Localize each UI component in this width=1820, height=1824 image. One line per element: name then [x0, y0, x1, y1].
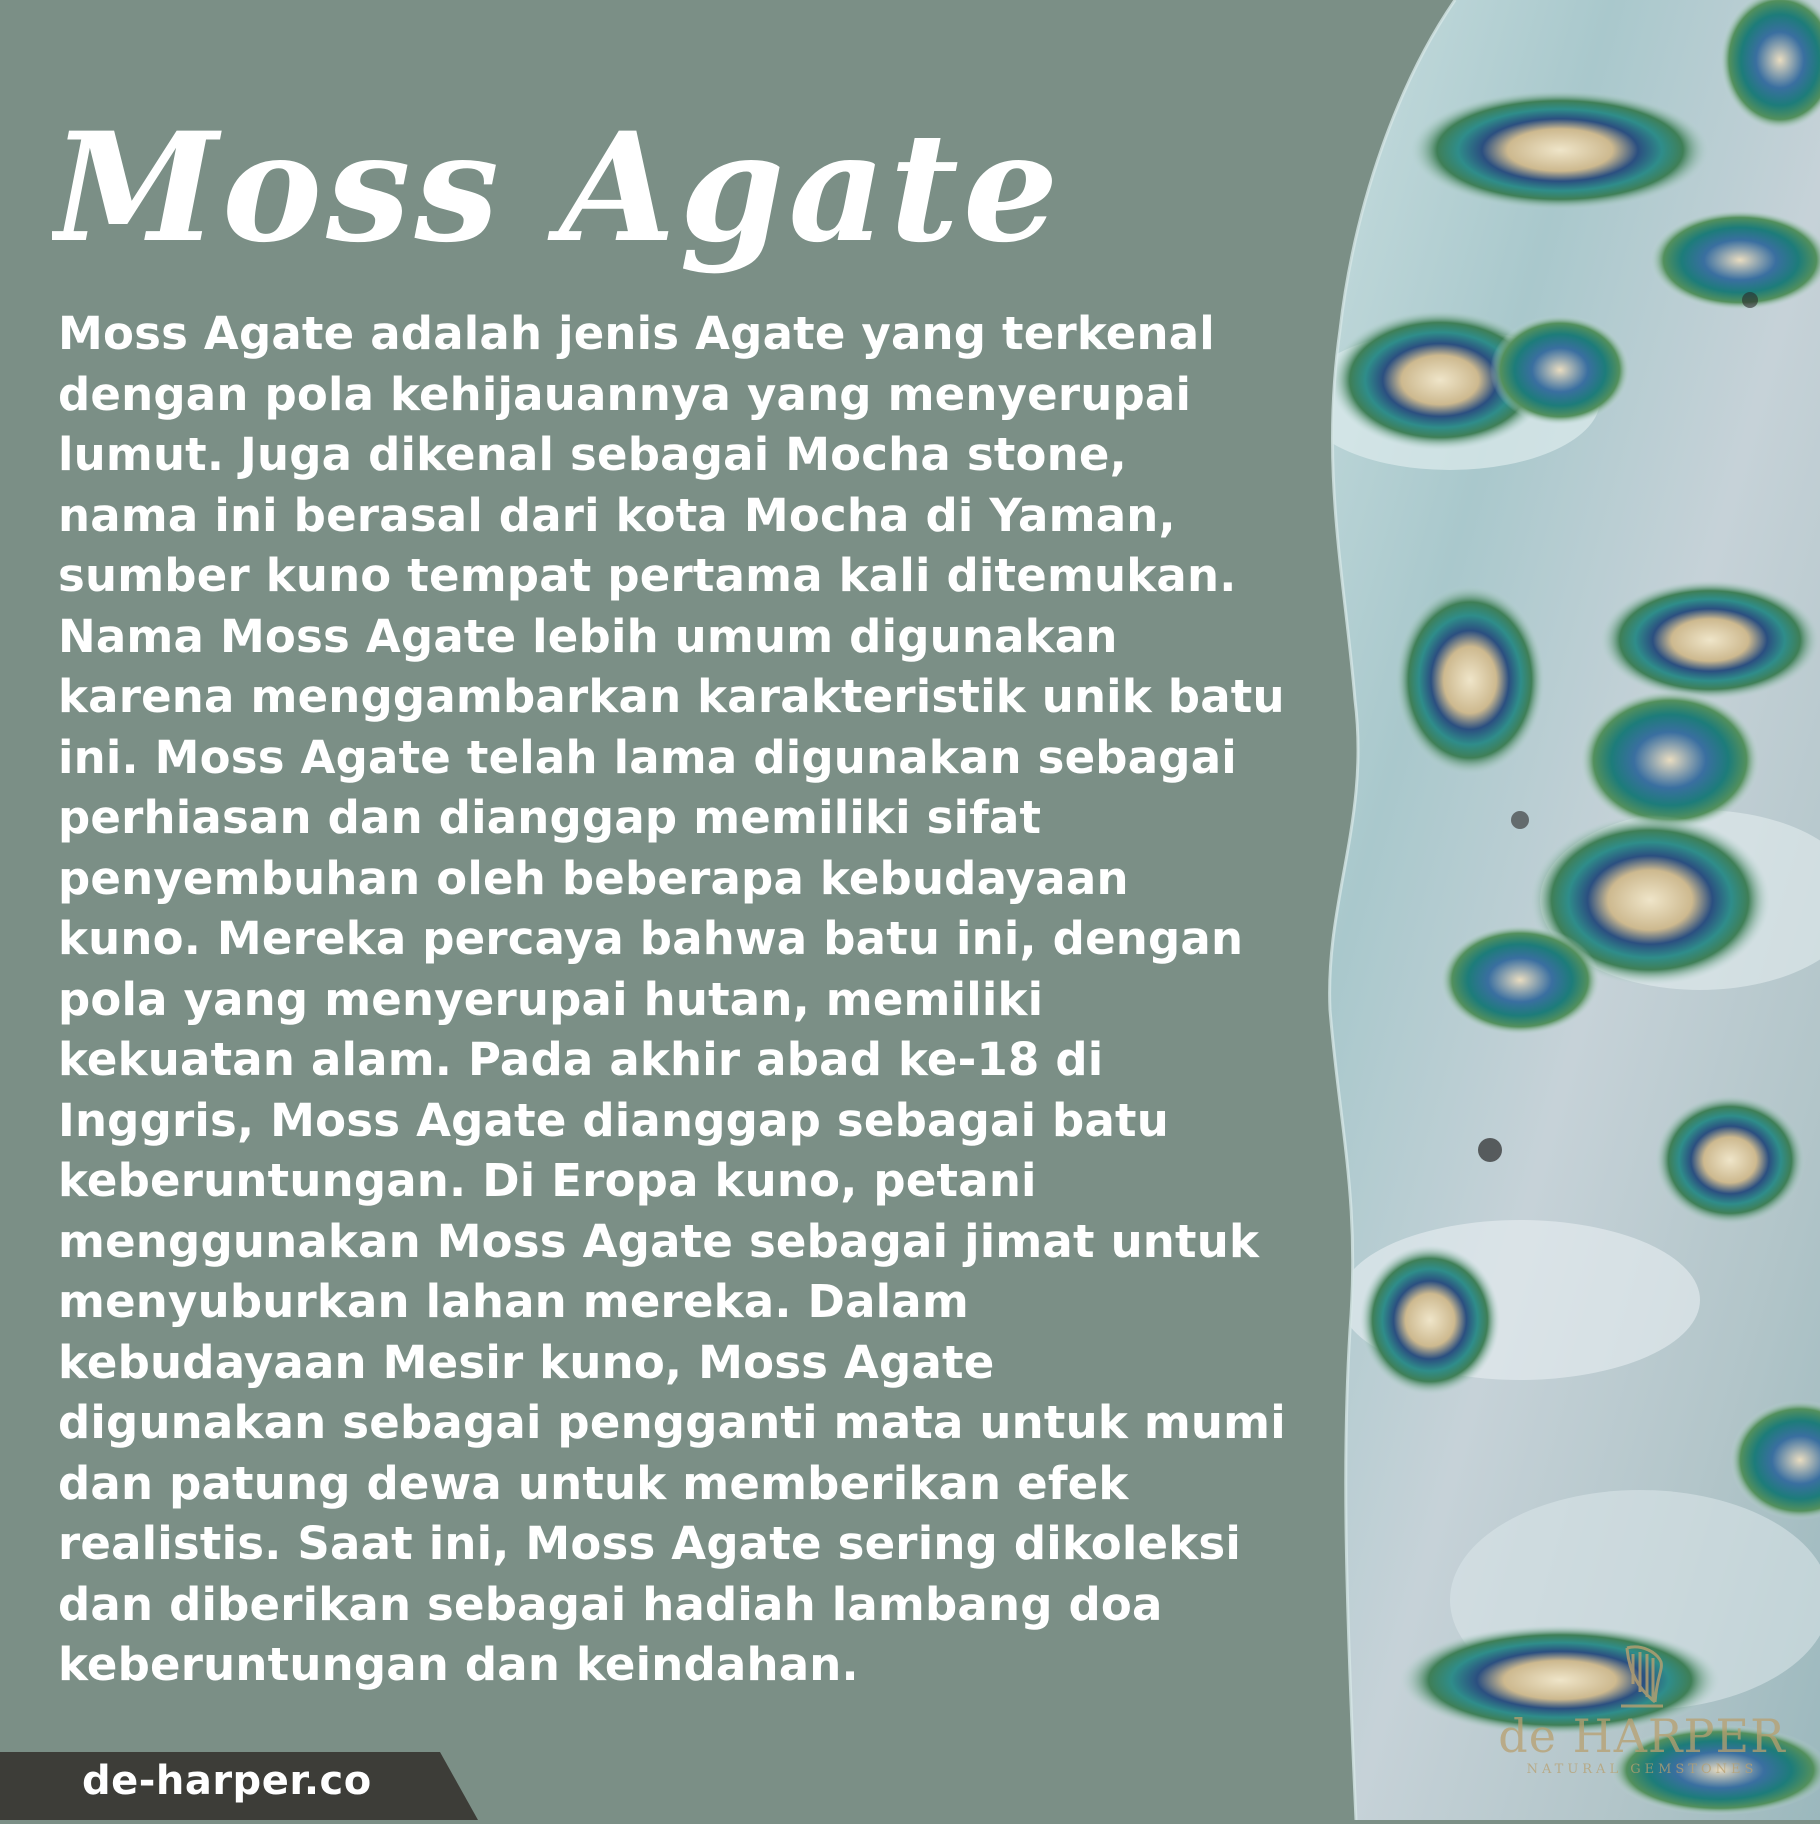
- footer-url-tab: [0, 1752, 478, 1820]
- article-body: Moss Agate adalah jenis Agate yang terkenal dengan pola kehijauannya yang menyerupai lumut. Juga dikenal sebagai Mocha stone, nama ini berasal dari kota Mocha di Yaman, sumber kuno tempat pertama kali ditemukan. Nama Moss Agate lebih umum digunakan karena menggambarkan karakteristik unik batu ini. Moss Agate telah lama digunakan sebagai perhiasan dan dianggap memiliki sifat penyembuhan oleh beberapa kebudayaan kuno. Mereka percaya bahwa batu ini, dengan pola yang menyerupai hutan, memiliki kekuatan alam. Pada akhir abad ke-18 di Inggris, Moss Agate dianggap sebagai batu keberuntungan. Di Eropa kuno, petani menggunakan Moss Agate sebagai jimat untuk menyuburkan lahan mereka. Dalam kebudayaan Mesir kuno, Moss Agate digunakan sebagai pengganti mata untuk mumi dan patung dewa untuk memberikan efek realistis. Saat ini, Moss Agate sering dikoleksi dan diberikan sebagai hadiah lambang doa keberuntungan dan keindahan.: [58, 307, 1286, 1691]
- brand-tagline: NATURAL GEMSTONES: [1526, 1762, 1758, 1777]
- page-title-text: Moss Agate: [52, 100, 1063, 276]
- footer-url[interactable]: de-harper.co: [82, 1758, 372, 1804]
- harp-icon: [1607, 1640, 1677, 1710]
- brand-name: de HARPER: [1498, 1709, 1786, 1763]
- page-title: [52, 80, 1232, 300]
- brand-logo: [1492, 1640, 1792, 1815]
